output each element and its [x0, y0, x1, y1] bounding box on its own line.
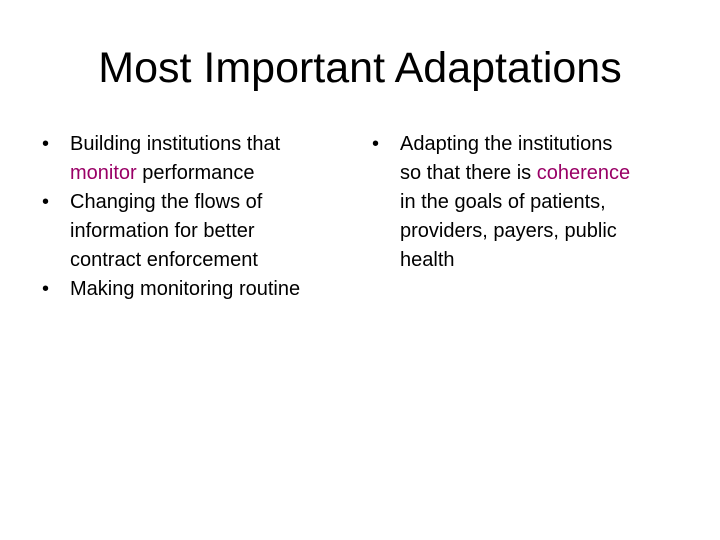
bullet-line: health [400, 249, 455, 271]
highlighted-term: coherence [536, 162, 631, 184]
bullet-dot-icon: • [42, 278, 50, 300]
bullet-line: Building institutions that [70, 133, 281, 155]
bullet-dot-icon: • [42, 133, 50, 155]
bullet-line: so that there is coherence [400, 162, 631, 184]
bullet-dot-icon: • [372, 133, 380, 155]
bullet-line: providers, payers, public [400, 220, 617, 242]
bullet-line: monitor performance [70, 162, 255, 184]
bullet-item [40, 188, 360, 275]
bullet-line: in the goals of patients, [400, 191, 606, 213]
left-bullet-list [40, 130, 360, 304]
bullet-line: contract enforcement [70, 249, 258, 271]
slide-title: Most Important Adaptations [98, 44, 622, 92]
bullet-item [40, 130, 360, 188]
bullet-line: information for better [70, 220, 255, 242]
bullet-line: Making monitoring routine [70, 278, 301, 300]
bullet-item [40, 275, 360, 304]
highlighted-term: monitor [70, 162, 137, 184]
bullet-line: Adapting the institutions [400, 133, 613, 155]
right-bullet-list [370, 130, 690, 275]
bullet-line: Changing the flows of [70, 191, 263, 213]
bullet-dot-icon: • [42, 191, 50, 213]
bullet-item [370, 130, 690, 275]
